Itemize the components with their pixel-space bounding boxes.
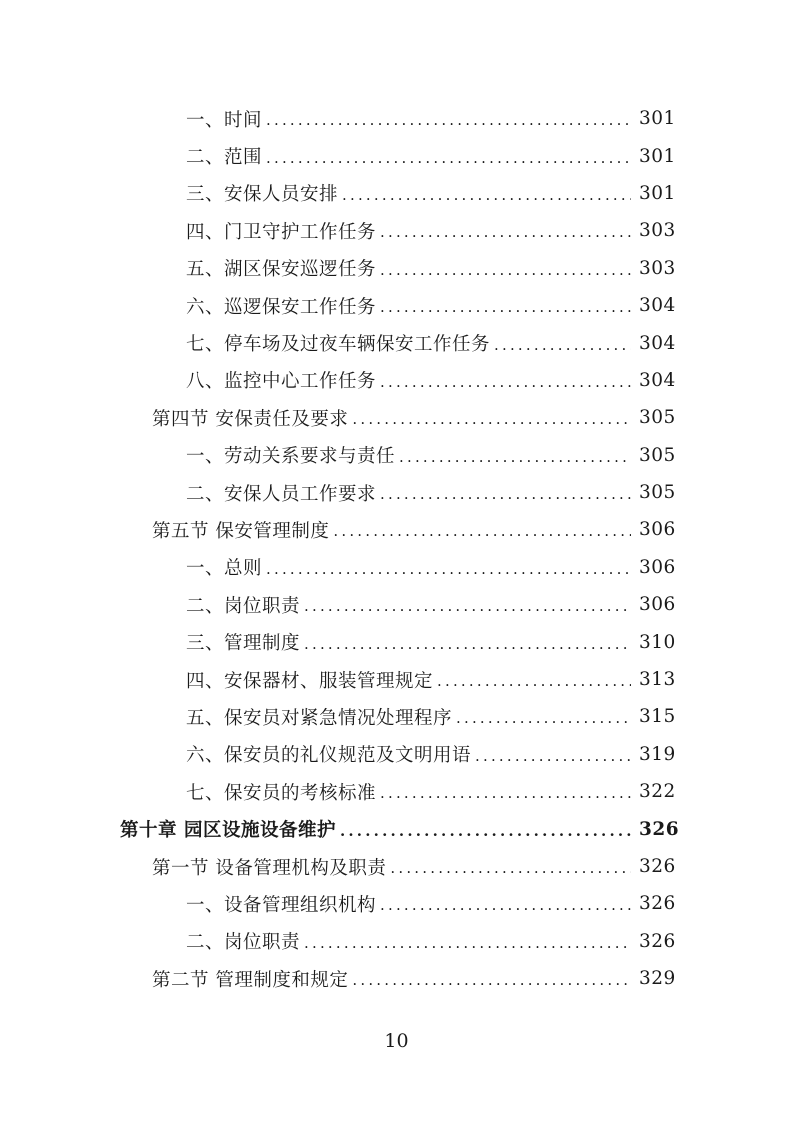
toc-entry-page: 305 (639, 482, 676, 504)
toc-dot-leader (494, 338, 631, 353)
toc-entry-page: 301 (639, 182, 676, 204)
toc-entry-title: 第二节 管理制度和规定 (152, 969, 349, 991)
toc-entry-title: 一、时间 (186, 109, 263, 131)
toc-entry-page: 304 (639, 332, 676, 354)
toc-dot-leader (380, 300, 631, 315)
toc-entry-title: 一、劳动关系要求与责任 (186, 446, 396, 468)
toc-item-entry[interactable] (0, 474, 793, 511)
toc-entry-title: 第四节 安保责任及要求 (152, 408, 349, 430)
toc-dot-leader (266, 151, 631, 166)
toc-item-entry[interactable] (0, 212, 793, 249)
toc-entry-title: 四、安保器材、服装管理规定 (186, 670, 434, 692)
toc-entry-page: 315 (639, 706, 676, 728)
toc-item-entry[interactable] (0, 885, 793, 922)
toc-dot-leader (304, 936, 631, 951)
toc-entry-title: 二、岗位职责 (186, 932, 301, 954)
toc-item-entry[interactable] (0, 137, 793, 174)
toc-item-entry[interactable] (0, 175, 793, 212)
toc-entry-page: 306 (639, 594, 676, 616)
toc-item-entry[interactable] (0, 773, 793, 810)
toc-entry-page: 304 (639, 295, 676, 317)
toc-entry-page: 322 (639, 781, 676, 803)
toc-dot-leader (266, 562, 631, 577)
toc-entry-page: 326 (639, 856, 676, 877)
toc-entry-title: 第五节 保安管理制度 (152, 520, 330, 542)
toc-entry-page: 305 (639, 407, 676, 429)
toc-item-entry[interactable] (0, 287, 793, 324)
toc-dot-leader (380, 375, 631, 390)
toc-entry-page: 313 (639, 669, 676, 691)
toc-entry-page: 304 (639, 369, 676, 391)
toc-entry-page: 303 (639, 257, 676, 279)
toc-item-entry[interactable] (0, 586, 793, 623)
toc-entry-page: 305 (639, 444, 676, 466)
toc-dot-leader (437, 674, 631, 689)
toc-dot-leader (304, 637, 631, 652)
toc-dot-leader (380, 263, 631, 278)
toc-dot-leader (380, 898, 631, 913)
toc-entry-title: 二、安保人员工作要求 (186, 483, 377, 505)
toc-entry-title: 七、保安员的考核标准 (186, 782, 377, 804)
toc-dot-leader (380, 225, 631, 240)
toc-entry-title: 二、岗位职责 (186, 595, 301, 617)
toc-entry-title: 二、范围 (186, 147, 263, 169)
toc-dot-leader (340, 824, 631, 839)
toc-dot-leader (333, 524, 631, 539)
toc-dot-leader (475, 749, 631, 764)
toc-dot-leader (456, 711, 631, 726)
toc-entry-title: 六、保安员的礼仪规范及文明用语 (186, 745, 472, 767)
toc-dot-leader (352, 973, 631, 988)
toc-entry-page: 301 (639, 108, 676, 130)
toc-section-entry[interactable] (0, 511, 793, 548)
toc-chapter-entry[interactable] (0, 810, 793, 847)
toc-entry-page: 306 (639, 519, 676, 541)
toc-item-entry[interactable] (0, 437, 793, 474)
toc-entry-title: 六、巡逻保安工作任务 (186, 296, 377, 318)
toc-entry-page: 326 (639, 818, 680, 840)
toc-item-entry[interactable] (0, 324, 793, 361)
toc-section-entry[interactable] (0, 399, 793, 436)
toc-item-entry[interactable] (0, 362, 793, 399)
toc-dot-leader (266, 113, 631, 128)
toc-item-entry[interactable] (0, 923, 793, 960)
toc-section-entry[interactable] (0, 848, 793, 885)
toc-entry-title: 一、设备管理组织机构 (186, 894, 377, 916)
toc-item-entry[interactable] (0, 661, 793, 698)
toc-entry-title: 七、停车场及过夜车辆保安工作任务 (186, 334, 491, 356)
toc-entry-title: 一、总则 (186, 558, 263, 580)
toc-entry-page: 310 (639, 631, 676, 653)
toc-dot-leader (352, 412, 631, 427)
toc-entry-page: 303 (639, 220, 676, 242)
toc-dot-leader (380, 487, 631, 502)
toc-item-entry[interactable] (0, 698, 793, 735)
toc-entry-title: 五、保安员对紧急情况处理程序 (186, 707, 453, 729)
toc-entry-title: 八、监控中心工作任务 (186, 371, 377, 393)
toc-entry-title: 第十章 园区设施设备维护 (120, 820, 336, 842)
toc-dot-leader (304, 599, 631, 614)
toc-section-entry[interactable] (0, 960, 793, 997)
toc-entry-title: 第一节 设备管理机构及职责 (152, 857, 387, 879)
toc-entry-page: 326 (639, 893, 676, 915)
toc-entry-page: 306 (639, 556, 676, 578)
toc-entry-page: 329 (639, 968, 676, 990)
table-of-contents (0, 100, 793, 997)
toc-entry-page: 301 (639, 145, 676, 167)
toc-dot-leader (380, 786, 631, 801)
toc-entry-title: 五、湖区保安巡逻任务 (186, 259, 377, 281)
toc-dot-leader (390, 861, 631, 876)
toc-entry-page: 319 (639, 743, 676, 765)
toc-item-entry[interactable] (0, 736, 793, 773)
toc-item-entry[interactable] (0, 623, 793, 660)
toc-entry-title: 三、安保人员安排 (186, 184, 339, 206)
toc-item-entry[interactable] (0, 100, 793, 137)
toc-item-entry[interactable] (0, 549, 793, 586)
toc-dot-leader (399, 450, 631, 465)
toc-entry-title: 三、管理制度 (186, 633, 301, 655)
page-number: 10 (384, 1030, 409, 1052)
toc-entry-page: 326 (639, 930, 676, 952)
toc-entry-title: 四、门卫守护工作任务 (186, 221, 377, 243)
toc-item-entry[interactable] (0, 250, 793, 287)
toc-dot-leader (342, 188, 631, 203)
